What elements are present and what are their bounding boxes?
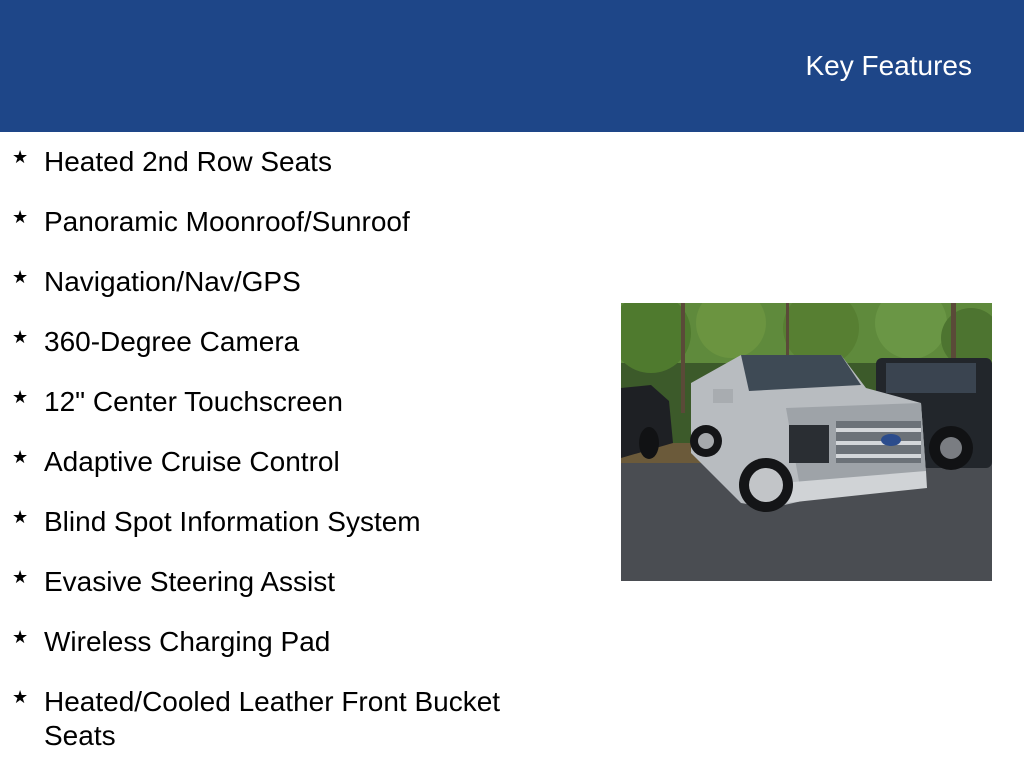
star-icon: ★ <box>12 567 29 587</box>
list-item <box>0 321 590 381</box>
feature-label: Heated 2nd Row Seats <box>44 146 332 177</box>
feature-label: Heated/Cooled Leather Front Bucket Seats <box>44 686 501 751</box>
star-icon: ★ <box>12 507 29 527</box>
star-icon: ★ <box>12 147 29 167</box>
list-item <box>0 561 590 621</box>
star-icon: ★ <box>12 447 29 467</box>
feature-label: Panoramic Moonroof/Sunroof <box>44 206 410 237</box>
list-item <box>0 621 590 681</box>
star-icon: ★ <box>12 627 29 647</box>
feature-list <box>0 141 590 751</box>
list-item <box>0 441 590 501</box>
list-item <box>0 201 590 261</box>
feature-label: Blind Spot Information System <box>44 506 421 537</box>
header-banner <box>0 0 1024 132</box>
star-icon: ★ <box>12 327 29 347</box>
star-icon: ★ <box>12 687 29 707</box>
page-title: Key Features <box>805 50 972 81</box>
feature-label: Wireless Charging Pad <box>44 626 331 657</box>
star-icon: ★ <box>12 387 29 407</box>
feature-label: 12" Center Touchscreen <box>44 386 343 417</box>
list-item <box>0 261 590 321</box>
list-item <box>0 681 590 751</box>
list-item <box>0 141 590 201</box>
list-item <box>0 381 590 441</box>
feature-label: Adaptive Cruise Control <box>44 446 340 477</box>
truck-image <box>621 303 992 581</box>
feature-label: Evasive Steering Assist <box>44 566 336 597</box>
feature-label: Navigation/Nav/GPS <box>44 266 301 297</box>
feature-label: 360-Degree Camera <box>44 326 300 357</box>
list-item <box>0 501 590 561</box>
vehicle-photo <box>621 303 992 581</box>
star-icon: ★ <box>12 207 29 227</box>
star-icon: ★ <box>12 267 29 287</box>
